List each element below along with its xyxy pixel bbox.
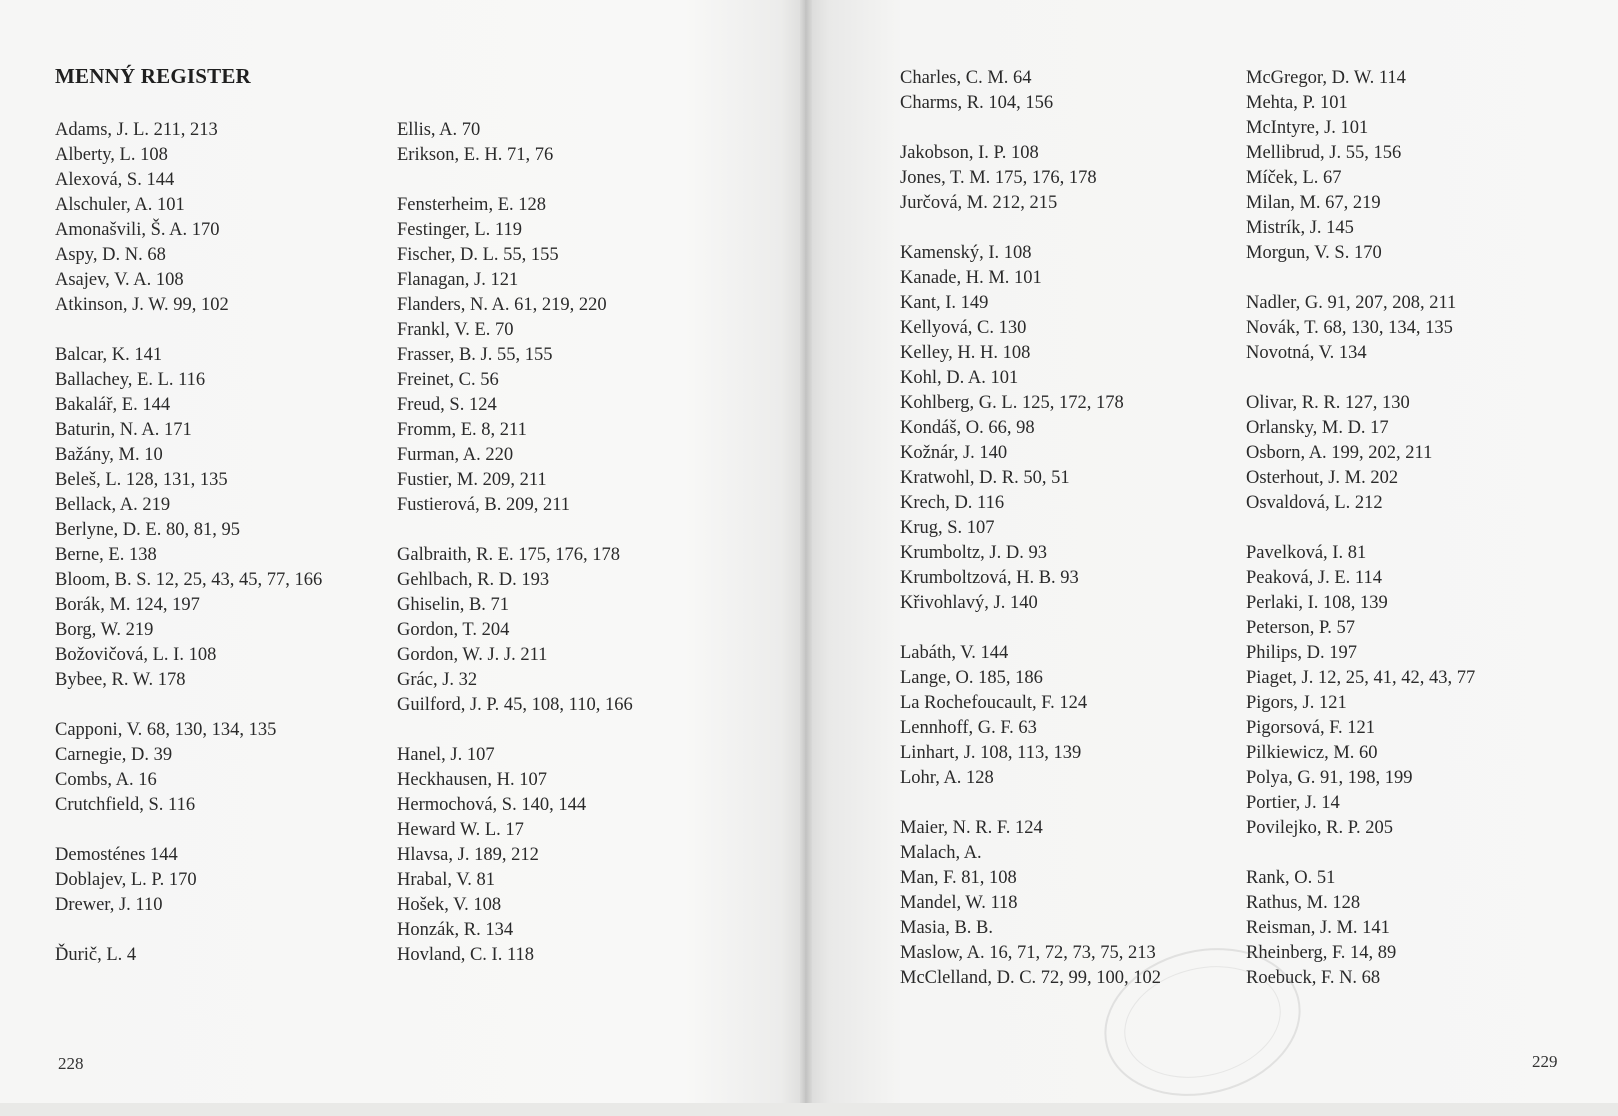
index-entry: Kanade, H. M. 101 (900, 268, 1042, 288)
index-entry: Rathus, M. 128 (1246, 893, 1361, 913)
index-entry: Bybee, R. W. 178 (55, 670, 186, 690)
index-entry: Charles, C. M. 64 (900, 68, 1032, 88)
index-column-2 (397, 118, 633, 993)
index-entry: Doblajev, L. P. 170 (55, 870, 197, 890)
index-entry: Hermochová, S. 140, 144 (397, 795, 587, 815)
index-entry: Berne, E. 138 (55, 545, 157, 565)
page-title: MENNÝ REGISTER (55, 64, 251, 88)
index-entry: Hovland, C. I. 118 (397, 945, 535, 965)
index-entry: Maier, N. R. F. 124 (900, 818, 1043, 838)
index-entry: Kelley, H. H. 108 (900, 343, 1031, 363)
index-entry: Adams, J. L. 211, 213 (55, 120, 218, 140)
index-entry: Míček, L. 67 (1246, 168, 1342, 188)
index-entry: Božovičová, L. I. 108 (55, 645, 217, 665)
index-entry: Piaget, J. 12, 25, 41, 42, 43, 77 (1246, 668, 1476, 688)
index-entry: Polya, G. 91, 198, 199 (1246, 768, 1413, 788)
index-entry: Perlaki, I. 108, 139 (1246, 593, 1388, 613)
index-entry: Hlavsa, J. 189, 212 (397, 845, 539, 865)
letter-group (397, 543, 633, 718)
index-entry: Kohlberg, G. L. 125, 172, 178 (900, 393, 1124, 413)
index-entry: Lennhoff, G. F. 63 (900, 718, 1037, 738)
index-entry: Jones, T. M. 175, 176, 178 (900, 168, 1097, 188)
index-entry: Freud, S. 124 (397, 395, 497, 415)
letter-group (900, 66, 1161, 116)
index-column-4 (1246, 66, 1475, 1016)
index-entry: Peaková, J. E. 114 (1246, 568, 1382, 588)
index-entry: Bellack, A. 219 (55, 495, 171, 515)
letter-group (900, 641, 1161, 791)
index-entry: Kellyová, C. 130 (900, 318, 1027, 338)
index-entry: Gehlbach, R. D. 193 (397, 570, 550, 590)
index-entry: Kožnár, J. 140 (900, 443, 1008, 463)
index-entry: Demosténes 144 (55, 845, 178, 865)
index-entry: Balcar, K. 141 (55, 345, 163, 365)
index-entry: Alberty, L. 108 (55, 145, 168, 165)
index-entry: Crutchfield, S. 116 (55, 795, 196, 815)
index-entry: Labáth, V. 144 (900, 643, 1009, 663)
index-entry: Mellibrud, J. 55, 156 (1246, 143, 1402, 163)
index-entry: Gordon, W. J. J. 211 (397, 645, 548, 665)
index-entry: Philips, D. 197 (1246, 643, 1358, 663)
index-entry: Grác, J. 32 (397, 670, 478, 690)
index-entry: Povilejko, R. P. 205 (1246, 818, 1393, 838)
letter-group (55, 343, 322, 693)
index-entry: Masia, B. B. (900, 918, 994, 938)
index-entry: Bažány, M. 10 (55, 445, 163, 465)
index-entry: Pigorsová, F. 121 (1246, 718, 1376, 738)
index-entry: Mistrík, J. 145 (1246, 218, 1354, 238)
index-entry: Aspy, D. N. 68 (55, 245, 166, 265)
index-entry: Hrabal, V. 81 (397, 870, 495, 890)
index-entry: Freinet, C. 56 (397, 370, 499, 390)
index-entry: Bakalář, E. 144 (55, 395, 171, 415)
index-entry: Fromm, E. 8, 211 (397, 420, 527, 440)
index-entry: Mandel, W. 118 (900, 893, 1018, 913)
index-entry: Drewer, J. 110 (55, 895, 163, 915)
index-entry: Asajev, V. A. 108 (55, 270, 184, 290)
index-entry: Furman, A. 220 (397, 445, 514, 465)
index-entry: Rheinberg, F. 14, 89 (1246, 943, 1397, 963)
index-entry: Atkinson, J. W. 99, 102 (55, 295, 229, 315)
index-entry: Ďurič, L. 4 (55, 945, 137, 965)
index-entry: Fischer, D. L. 55, 155 (397, 245, 559, 265)
index-entry: Krug, S. 107 (900, 518, 995, 538)
index-entry: Linhart, J. 108, 113, 139 (900, 743, 1082, 763)
index-entry: Morgun, V. S. 170 (1246, 243, 1382, 263)
index-entry: Osterhout, J. M. 202 (1246, 468, 1399, 488)
index-entry: Milan, M. 67, 219 (1246, 193, 1381, 213)
letter-group (1246, 66, 1475, 266)
index-entry: Bloom, B. S. 12, 25, 43, 45, 77, 166 (55, 570, 323, 590)
index-entry: Malach, A. (900, 843, 982, 863)
index-entry: Lohr, A. 128 (900, 768, 994, 788)
index-entry: Heward W. L. 17 (397, 820, 524, 840)
letter-group (55, 943, 322, 968)
index-entry: Erikson, E. H. 71, 76 (397, 145, 554, 165)
index-entry: Gordon, T. 204 (397, 620, 510, 640)
page-number-left: 228 (58, 1054, 84, 1073)
index-entry: Krumboltzová, H. B. 93 (900, 568, 1079, 588)
index-entry: Guilford, J. P. 45, 108, 110, 166 (397, 695, 633, 715)
index-entry: Borák, M. 124, 197 (55, 595, 200, 615)
index-entry: Charms, R. 104, 156 (900, 93, 1054, 113)
index-entry: Amonašvili, Š. A. 170 (55, 220, 220, 240)
index-entry: Křivohlavý, J. 140 (900, 593, 1038, 613)
index-entry: Pilkiewicz, M. 60 (1246, 743, 1378, 763)
index-entry: Nadler, G. 91, 207, 208, 211 (1246, 293, 1457, 313)
letter-group (397, 743, 633, 968)
index-entry: Olivar, R. R. 127, 130 (1246, 393, 1410, 413)
index-entry: Berlyne, D. E. 80, 81, 95 (55, 520, 240, 540)
letter-group (397, 193, 633, 518)
index-entry: Ghiselin, B. 71 (397, 595, 510, 615)
index-entry: Novotná, V. 134 (1246, 343, 1367, 363)
index-entry: Man, F. 81, 108 (900, 868, 1017, 888)
right-page (805, 0, 1618, 1103)
index-entry: Ellis, A. 70 (397, 120, 481, 140)
index-entry: Jurčová, M. 212, 215 (900, 193, 1058, 213)
index-entry: Kratwohl, D. R. 50, 51 (900, 468, 1070, 488)
index-entry: Rank, O. 51 (1246, 868, 1336, 888)
index-entry: La Rochefoucault, F. 124 (900, 693, 1088, 713)
letter-group (1246, 391, 1475, 516)
index-entry: Capponi, V. 68, 130, 134, 135 (55, 720, 277, 740)
letter-group (1246, 541, 1475, 841)
letter-group (397, 118, 633, 168)
index-entry: Roebuck, F. N. 68 (1246, 968, 1381, 988)
letter-group (900, 141, 1161, 216)
index-entry: Fustierová, B. 209, 211 (397, 495, 571, 515)
index-entry: Beleš, L. 128, 131, 135 (55, 470, 228, 490)
letter-group (1246, 291, 1475, 366)
letter-group (55, 718, 322, 818)
index-entry: Baturin, N. A. 171 (55, 420, 192, 440)
index-entry: Frankl, V. E. 70 (397, 320, 514, 340)
index-entry: Osborn, A. 199, 202, 211 (1246, 443, 1433, 463)
index-entry: Pavelková, I. 81 (1246, 543, 1367, 563)
index-entry: Flanders, N. A. 61, 219, 220 (397, 295, 607, 315)
index-entry: Kondáš, O. 66, 98 (900, 418, 1035, 438)
index-entry: Lange, O. 185, 186 (900, 668, 1043, 688)
index-entry: Fustier, M. 209, 211 (397, 470, 547, 490)
index-entry: Reisman, J. M. 141 (1246, 918, 1390, 938)
index-entry: Krumboltz, J. D. 93 (900, 543, 1047, 563)
index-column-3 (900, 66, 1161, 1016)
index-entry: Kohl, D. A. 101 (900, 368, 1019, 388)
index-entry: Novák, T. 68, 130, 134, 135 (1246, 318, 1453, 338)
index-entry: Ballachey, E. L. 116 (55, 370, 206, 390)
index-entry: Carnegie, D. 39 (55, 745, 173, 765)
index-entry: McClelland, D. C. 72, 99, 100, 102 (900, 968, 1162, 988)
letter-group (1246, 866, 1475, 991)
index-entry: Osvaldová, L. 212 (1246, 493, 1383, 513)
index-entry: McIntyre, J. 101 (1246, 118, 1369, 138)
index-entry: Kant, I. 149 (900, 293, 989, 313)
index-column-1 (55, 118, 322, 993)
index-entry: Alexová, S. 144 (55, 170, 175, 190)
index-entry: McGregor, D. W. 114 (1246, 68, 1406, 88)
letter-group (55, 843, 322, 918)
index-entry: Fensterheim, E. 128 (397, 195, 547, 215)
index-entry: Honzák, R. 134 (397, 920, 514, 940)
index-entry: Combs, A. 16 (55, 770, 157, 790)
index-entry: Orlansky, M. D. 17 (1246, 418, 1389, 438)
index-entry: Jakobson, I. P. 108 (900, 143, 1039, 163)
index-entry: Festinger, L. 119 (397, 220, 522, 240)
page-number-right: 229 (1532, 1052, 1558, 1071)
index-entry: Kamenský, I. 108 (900, 243, 1032, 263)
index-entry: Hošek, V. 108 (397, 895, 502, 915)
index-entry: Pigors, J. 121 (1246, 693, 1347, 713)
left-page (0, 0, 805, 1103)
index-entry: Peterson, P. 57 (1246, 618, 1355, 638)
letter-group (900, 241, 1161, 616)
index-entry: Krech, D. 116 (900, 493, 1005, 513)
index-entry: Heckhausen, H. 107 (397, 770, 548, 790)
index-entry: Alschuler, A. 101 (55, 195, 185, 215)
index-entry: Flanagan, J. 121 (397, 270, 519, 290)
index-entry: Maslow, A. 16, 71, 72, 73, 75, 213 (900, 943, 1156, 963)
index-entry: Portier, J. 14 (1246, 793, 1340, 813)
index-entry: Galbraith, R. E. 175, 176, 178 (397, 545, 621, 565)
index-entry: Frasser, B. J. 55, 155 (397, 345, 553, 365)
letter-group (55, 118, 322, 318)
index-entry: Hanel, J. 107 (397, 745, 495, 765)
letter-group (900, 816, 1161, 991)
index-entry: Borg, W. 219 (55, 620, 154, 640)
index-entry: Mehta, P. 101 (1246, 93, 1348, 113)
